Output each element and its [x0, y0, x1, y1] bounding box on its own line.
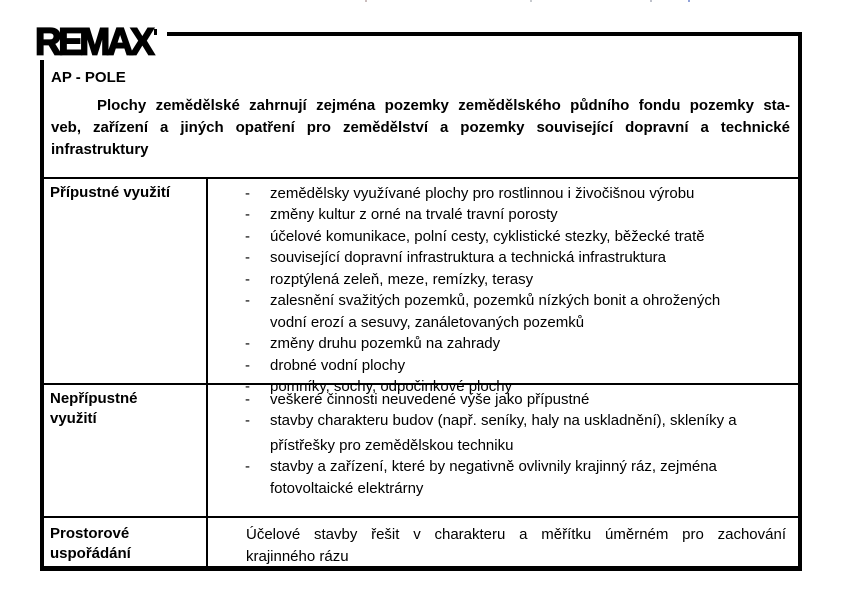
bullet-text	[270, 290, 788, 333]
bullet-list	[208, 389, 788, 500]
row-label-line: Přípustné využití	[50, 183, 171, 201]
zone-code-title: AP - POLE	[51, 69, 126, 86]
bullet-text	[270, 204, 788, 226]
bullet-dash: -	[245, 249, 250, 267]
land-use-table	[40, 32, 802, 571]
bullet-item	[245, 247, 788, 269]
bullet-item	[245, 389, 788, 411]
bullet-line: zemědělsky využívané plochy pro rostlinnou i živočišnou výrobu	[270, 184, 695, 202]
bullet-line: související dopravní infrastruktura a technická infrastruktura	[270, 249, 667, 267]
bullet-line: fotovoltaické elektrárny	[270, 479, 424, 497]
row-label-cell	[44, 518, 208, 566]
bullet-line: vodní erozí a sesuvy, zanáletovaných pozemků	[270, 313, 585, 331]
bullet-text	[270, 269, 788, 291]
row-content-cell	[208, 385, 798, 516]
bullet-line: drobné vodní plochy	[270, 356, 406, 374]
bullet-line: stavby a zařízení, které by negativně ovlivnily krajinný ráz, zejména	[270, 458, 717, 476]
bullet-item	[245, 183, 788, 205]
row-label-line: Prostorové	[50, 525, 130, 542]
bullet-dash: -	[245, 356, 250, 374]
bullet-dash: -	[245, 206, 250, 224]
bullet-dash: -	[245, 378, 250, 396]
bullet-line: přístřešky pro zemědělskou techniku	[270, 436, 514, 454]
edge-artifact	[365, 0, 367, 2]
bullet-text	[270, 183, 788, 205]
edge-artifact	[650, 0, 652, 2]
bullet-item	[245, 456, 788, 499]
bullet-item	[245, 226, 788, 248]
bullet-text	[270, 389, 788, 411]
bullet-dash: -	[245, 184, 250, 202]
bullet-line: rozptýlená zeleň, meze, remízky, terasy	[270, 270, 534, 288]
bullet-line: změny kultur z orné na trvalé travní porosty	[270, 206, 558, 224]
row-paragraph	[208, 524, 788, 567]
remax-logo	[33, 20, 167, 63]
zone-description-line: infrastruktury	[51, 141, 149, 158]
table-row-spatial-arrangement	[44, 516, 798, 566]
table-row-impermissible-use	[44, 383, 798, 516]
row-content-cell	[208, 179, 798, 396]
bullet-list	[208, 183, 788, 398]
zone-description-line: veb, zařízení a jiných opatření pro zemědělství a pozemky související dopravní a technické	[51, 119, 790, 136]
zone-description-line: Plochy zemědělské zahrnují zejména pozemky zemědělského půdního fondu pozemky sta-	[97, 97, 790, 114]
remax-logo-text: REMAX	[35, 20, 152, 63]
bullet-dash: -	[245, 227, 250, 245]
bullet-line: zalesnění svažitých pozemků, pozemků nízkých bonit a ohrožených	[270, 292, 721, 310]
paragraph-line: krajinného rázu	[246, 547, 349, 565]
bullet-item	[245, 269, 788, 291]
row-label-line: uspořádání	[50, 545, 131, 562]
bullet-item	[245, 333, 788, 355]
paragraph-line: Účelové stavby řešit v charakteru a měřítku úměrném pro zachování	[246, 526, 786, 543]
bullet-dash: -	[245, 412, 250, 430]
row-label-cell	[44, 179, 208, 383]
bullet-line: veškeré činnosti neuvedené výše jako přípustné	[270, 390, 590, 408]
bullet-item	[245, 290, 788, 333]
bullet-line: účelové komunikace, polní cesty, cyklistické stezky, běžecké tratě	[270, 227, 705, 245]
bullet-item	[245, 410, 788, 456]
bullet-text	[270, 333, 788, 355]
bullet-text	[270, 410, 788, 456]
bullet-dash: -	[245, 270, 250, 288]
bullet-item	[245, 355, 788, 377]
table-row-permitted-use	[44, 177, 798, 396]
edge-artifact	[688, 0, 690, 2]
bullet-item	[245, 204, 788, 226]
bullet-line: stavby charakteru budov (např. seníky, haly na uskladnění), skleníky a	[270, 412, 737, 430]
row-content-cell	[208, 518, 798, 566]
bullet-text	[270, 226, 788, 248]
bullet-dash: -	[245, 458, 250, 476]
bullet-line: pomníky, sochy, odpočinkové plochy	[270, 378, 513, 396]
row-label-line: využití	[50, 409, 97, 427]
bullet-dash: -	[245, 292, 250, 310]
registered-trademark-icon	[154, 29, 157, 35]
bullet-dash: -	[245, 335, 250, 353]
bullet-text	[270, 247, 788, 269]
zone-description	[51, 95, 790, 161]
edge-artifact	[530, 0, 532, 2]
bullet-dash: -	[245, 390, 250, 408]
bullet-line: změny druhu pozemků na zahrady	[270, 335, 501, 353]
bullet-text	[270, 355, 788, 377]
bullet-text	[270, 456, 788, 499]
row-label-cell	[44, 385, 208, 516]
row-label-line: Nepřípustné	[50, 389, 138, 407]
